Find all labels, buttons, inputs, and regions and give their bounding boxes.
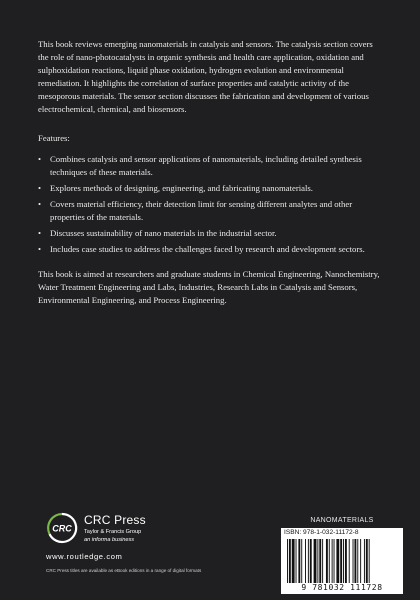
back-cover-text: [38, 38, 384, 307]
description-paragraph: This book reviews emerging nanomaterials in catalysis and sensors. The catalysis section covers the role of nano-photocatalysts in organic synthesis and health care application, oxidation and sulphoxidation reactions, liquid phase oxidation, hydrogen evolution and environmental remediation. It highlights the correlation of surface properties and catalytic activity of the mesoporous materials. The sensor section discusses the fabrication and development of various electrochemical, chemical, and biosensors.: [38, 39, 373, 114]
bullet-icon: •: [38, 183, 42, 193]
barcode-bar: [369, 539, 370, 583]
isbn-number: ISBN: 978-1-032-11172-8: [284, 529, 359, 536]
barcode-bar: [298, 539, 300, 583]
barcode-bar: [343, 539, 344, 583]
barcode-bar: [319, 539, 321, 583]
publisher-url[interactable]: www.routledge.com: [46, 552, 123, 561]
logo-text: CRC: [52, 523, 72, 534]
series-label: NANOMATERIALS: [310, 517, 374, 524]
barcode-bar: [301, 539, 302, 583]
feature-text: Covers material efficiency, their detection limit for sensing different analytes and other properties of the materials.: [50, 199, 353, 222]
bullet-icon: •: [38, 154, 42, 164]
feature-item: [38, 182, 384, 195]
barcode-bar: [357, 539, 358, 583]
barcode-bar: [322, 539, 323, 583]
barcode-bar: [292, 539, 295, 583]
features-heading: Features:: [38, 133, 70, 143]
audience-paragraph: This book is aimed at researchers and graduate students in Chemical Engineering, Nanochemistry, Water Treatment Engineering and Labs, Industries, Research Labs in Catalysis and Sensors, Environmental Engineering, and Process Engineering.: [38, 269, 380, 305]
feature-text: Includes case studies to address the challenges faced by research and development sectors.: [50, 244, 365, 254]
barcode-bar: [354, 539, 356, 583]
feature-item: [38, 227, 384, 240]
feature-text: Discusses sustainability of nano materials in the industrial sector.: [50, 228, 277, 238]
barcode-icon: [287, 539, 397, 583]
bullet-icon: •: [38, 244, 42, 254]
barcode-bar: [314, 539, 317, 583]
bullet-icon: •: [38, 199, 42, 209]
barcode-bar: [305, 539, 306, 583]
feature-text: Explores methods of designing, engineering, and fabricating nanomaterials.: [50, 183, 313, 193]
crc-logo-icon: [46, 512, 78, 544]
feature-item: [38, 153, 384, 179]
barcode-bar: [287, 539, 288, 583]
barcode-bar: [296, 539, 297, 583]
feature-item: [38, 243, 384, 256]
barcode-bar: [340, 539, 342, 583]
features-list: [38, 153, 384, 256]
bullet-icon: •: [38, 228, 42, 238]
publisher-block: [46, 512, 266, 592]
feature-text: Combines catalysis and sensor applications of nanomaterials, including detailed synthesis techniques of these materials.: [50, 154, 362, 177]
barcode-digits: 9 781032 111728: [301, 583, 383, 592]
barcode-box: [281, 528, 403, 594]
barcode-bar: [353, 539, 354, 583]
ebook-note: CRC Press titles are available as eBook editions in a range of digital formats: [46, 568, 202, 573]
barcode-bar: [364, 539, 365, 583]
publisher-business: an informa business: [84, 537, 135, 543]
barcode-bar: [332, 539, 333, 583]
barcode-bar: [329, 539, 330, 583]
feature-item: [38, 198, 384, 224]
barcode-bar: [308, 539, 309, 583]
barcode-bar: [360, 539, 361, 583]
barcode-bar: [349, 539, 350, 583]
barcode-bar: [336, 539, 339, 583]
barcode-bar: [366, 539, 368, 583]
barcode-bar: [345, 539, 347, 583]
publisher-name: CRC Press: [84, 513, 146, 527]
barcode-bar: [326, 539, 328, 583]
publisher-group: Taylor & Francis Group: [84, 529, 142, 535]
isbn-block: [281, 517, 403, 594]
barcode-bar: [289, 539, 291, 583]
barcode-bar: [310, 539, 312, 583]
barcode-bar: [334, 539, 335, 583]
barcode-bar: [317, 539, 318, 583]
